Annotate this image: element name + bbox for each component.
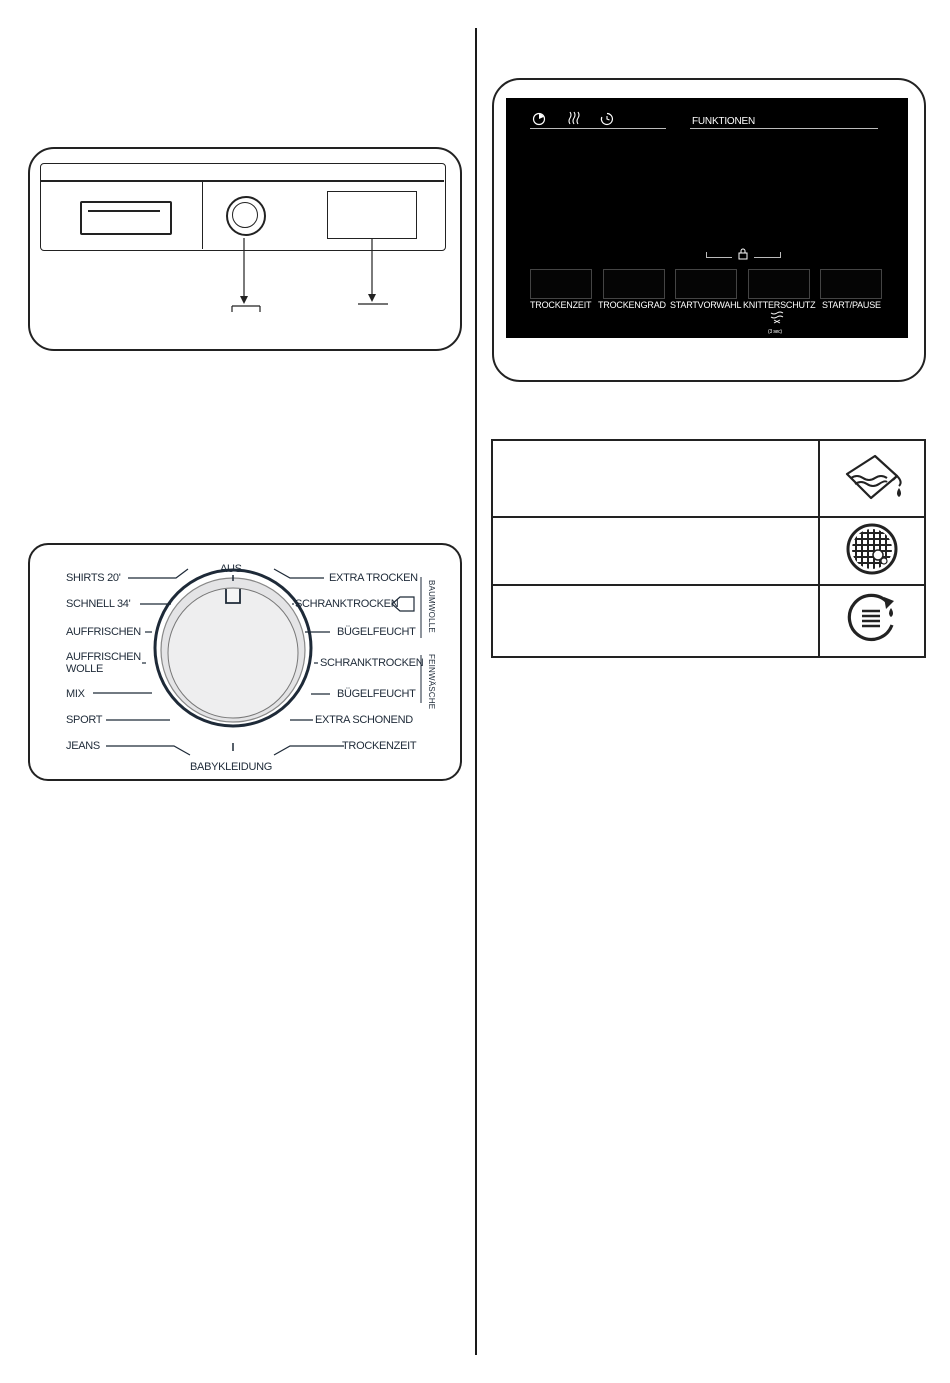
dial-label-schnell: SCHNELL 34': [66, 598, 131, 610]
button-label-startvorwahl: STARTVORWAHL: [670, 300, 742, 310]
table-cell-text: [492, 517, 819, 585]
button-knitterschutz[interactable]: [748, 269, 810, 299]
button-trockenzeit[interactable]: [530, 269, 592, 299]
dial-label-aus: AUS: [220, 563, 242, 575]
button-trockengrad[interactable]: [603, 269, 665, 299]
table-cell-icon: [819, 440, 925, 517]
symbols-table: [491, 439, 926, 658]
dial-label-mix: MIX: [66, 688, 85, 700]
water-tank-full-icon: [837, 446, 907, 506]
lock-caption: (3 sec): [768, 329, 782, 335]
lock-bracket-left: [706, 257, 732, 258]
page-column-divider: [475, 28, 477, 1355]
display-header-label: FUNKTIONEN: [692, 116, 756, 127]
group-label-baumwolle: BAUMWOLLE: [427, 580, 436, 633]
lock-bracket-right: [754, 257, 780, 258]
table-row: [492, 517, 925, 585]
table-cell-icon: [819, 517, 925, 585]
button-label-start-pause: START/PAUSE: [822, 300, 881, 310]
table-row: [492, 585, 925, 657]
dial-label-shirts: SHIRTS 20': [66, 572, 121, 584]
lock-icon: [737, 248, 749, 260]
drawer-handle-grip: [88, 210, 160, 218]
dial-label-auffrischen: AUFFRISCHEN: [66, 626, 141, 638]
program-knob-mini-inner: [232, 202, 258, 228]
timer-icon: [532, 112, 546, 126]
dial-label-schranktrocken-feinwaesche: SCHRANKTROCKEN: [320, 657, 424, 669]
dial-label-extra-trocken: EXTRA TROCKEN: [329, 572, 418, 584]
dial-label-trockenzeit: TROCKENZEIT: [342, 740, 417, 752]
table-cell-text: [492, 585, 819, 657]
dial-label-extra-schonend: EXTRA SCHONEND: [315, 714, 413, 726]
table-row: [492, 440, 925, 517]
dial-label-buegelfeucht-baumwolle: BÜGELFEUCHT: [337, 626, 416, 638]
dial-label-auffrischen-wolle: AUFFRISCHEN: [66, 651, 141, 663]
display-header-line-left: [530, 128, 666, 129]
dial-label-jeans: JEANS: [66, 740, 100, 752]
display-header-line-right: [690, 128, 878, 129]
group-label-feinwaesche: FEINWÄSCHE: [427, 654, 436, 710]
lock-bracket-left-tick: [706, 252, 707, 258]
steam-heat-icon: [567, 111, 581, 127]
button-start-pause[interactable]: [820, 269, 882, 299]
button-label-trockengrad: TROCKENGRAD: [598, 300, 666, 310]
button-startvorwahl[interactable]: [675, 269, 737, 299]
table-cell-text: [492, 440, 819, 517]
lint-filter-icon: [844, 521, 900, 577]
dial-label-buegelfeucht-feinwaesche: BÜGELFEUCHT: [337, 688, 416, 700]
condenser-cleaning-icon: [844, 591, 900, 647]
drawer-handle: [80, 201, 172, 235]
callout-arrows: [220, 236, 400, 316]
button-label-trockenzeit: TROCKENZEIT: [530, 300, 592, 310]
anti-crease-icon: [768, 311, 786, 325]
dial-label-babykleidung: BABYKLEIDUNG: [190, 761, 272, 773]
lock-bracket-right-tick: [780, 252, 781, 258]
dial-label-wolle: WOLLE: [66, 663, 104, 675]
delay-clock-icon: [600, 112, 614, 126]
display-mini: [327, 191, 417, 239]
button-label-knitterschutz: KNITTERSCHUTZ: [743, 300, 816, 310]
table-cell-icon: [819, 585, 925, 657]
dial-label-sport: SPORT: [66, 714, 103, 726]
dial-label-schranktrocken-baumwolle: SCHRANKTROCKEN: [295, 598, 399, 610]
